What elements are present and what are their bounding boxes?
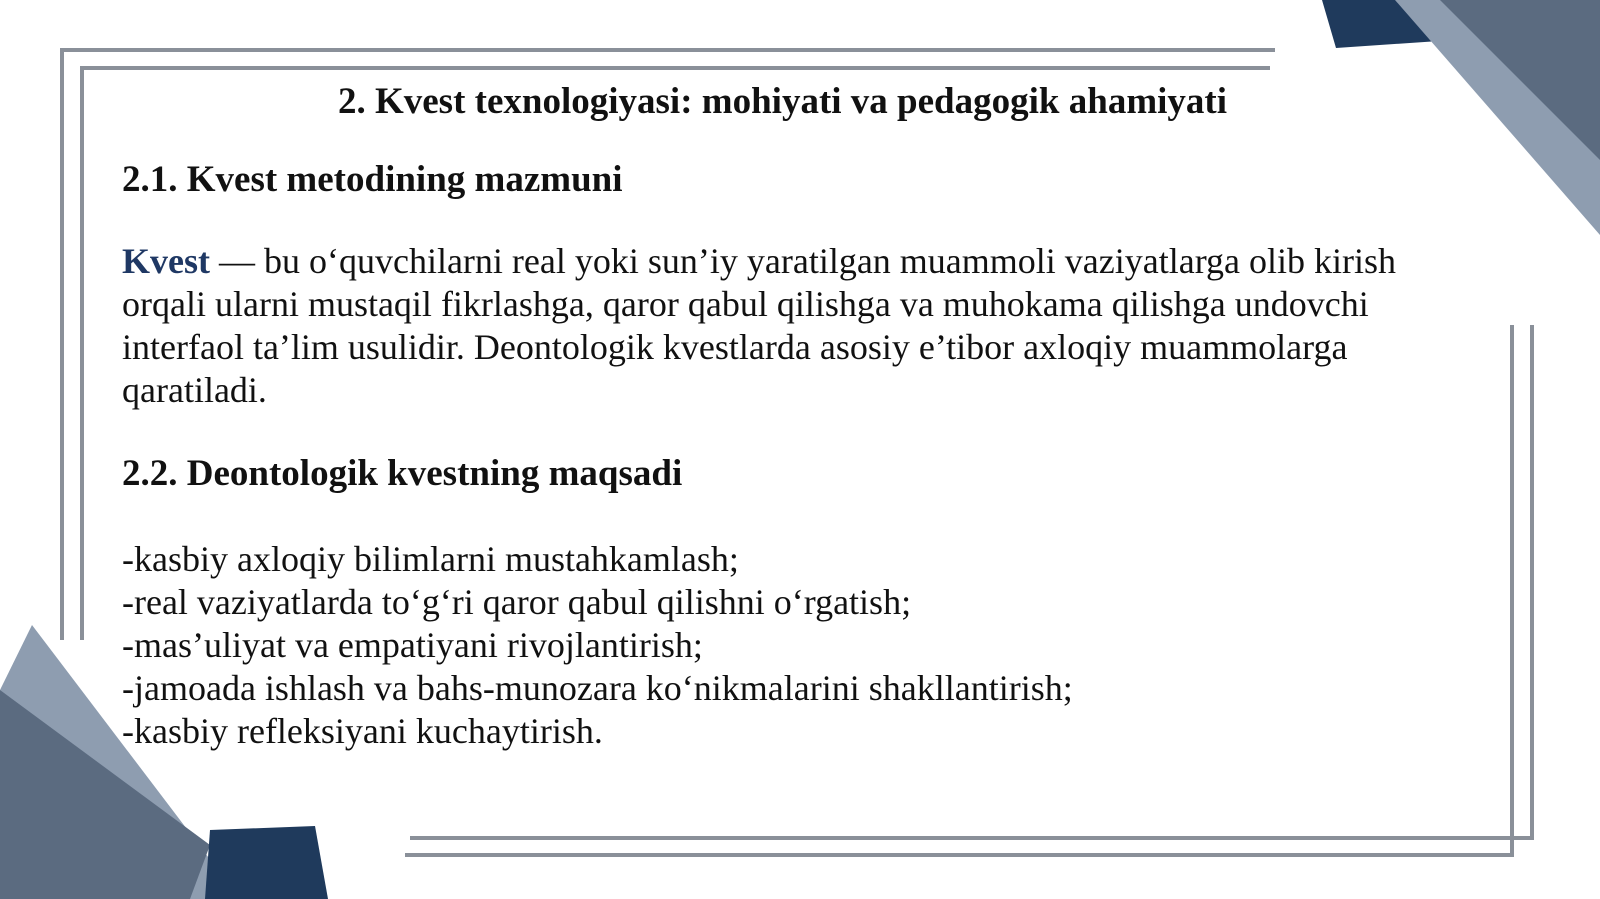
slide-title: 2. Kvest texnologiyasi: mohiyati va pedagogik ahamiyati <box>337 81 1228 122</box>
list-item: -kasbiy refleksiyani kuchaytirish. <box>122 711 603 751</box>
definition-paragraph <box>122 240 1462 412</box>
definition-text: — bu o‘quvchilarni real yoki sun’iy yaratilgan muammoli vaziyatlarga olib kirish orqali ularni mustaqil fikrlashga, qaror qabul qilishga va muhokama qilishga undovchi interfaol ta’lim usulidir. Deontologik kvestlarda asosiy e’tibor axloqiy muammolarga qaratiladi. <box>122 241 1397 410</box>
list-item: -real vaziyatlarda to‘g‘ri qaror qabul qilishni o‘rgatish; <box>122 582 912 622</box>
list-item: -jamoada ishlash va bahs-munozara ko‘nikmalarini shakllantirish; <box>122 668 1073 708</box>
list-item: -mas’uliyat va empatiyani rivojlantirish; <box>122 625 703 665</box>
slide-content <box>122 158 1462 753</box>
section-heading-2-2: 2.2. Deontologik kvestning maqsadi <box>122 453 683 494</box>
term-kvest: Kvest <box>122 241 210 281</box>
list-item: -kasbiy axloqiy bilimlarni mustahkamlash; <box>122 539 739 579</box>
goals-list <box>122 538 1462 753</box>
section-heading-2-1: 2.1. Kvest metodining mazmuni <box>122 159 623 200</box>
